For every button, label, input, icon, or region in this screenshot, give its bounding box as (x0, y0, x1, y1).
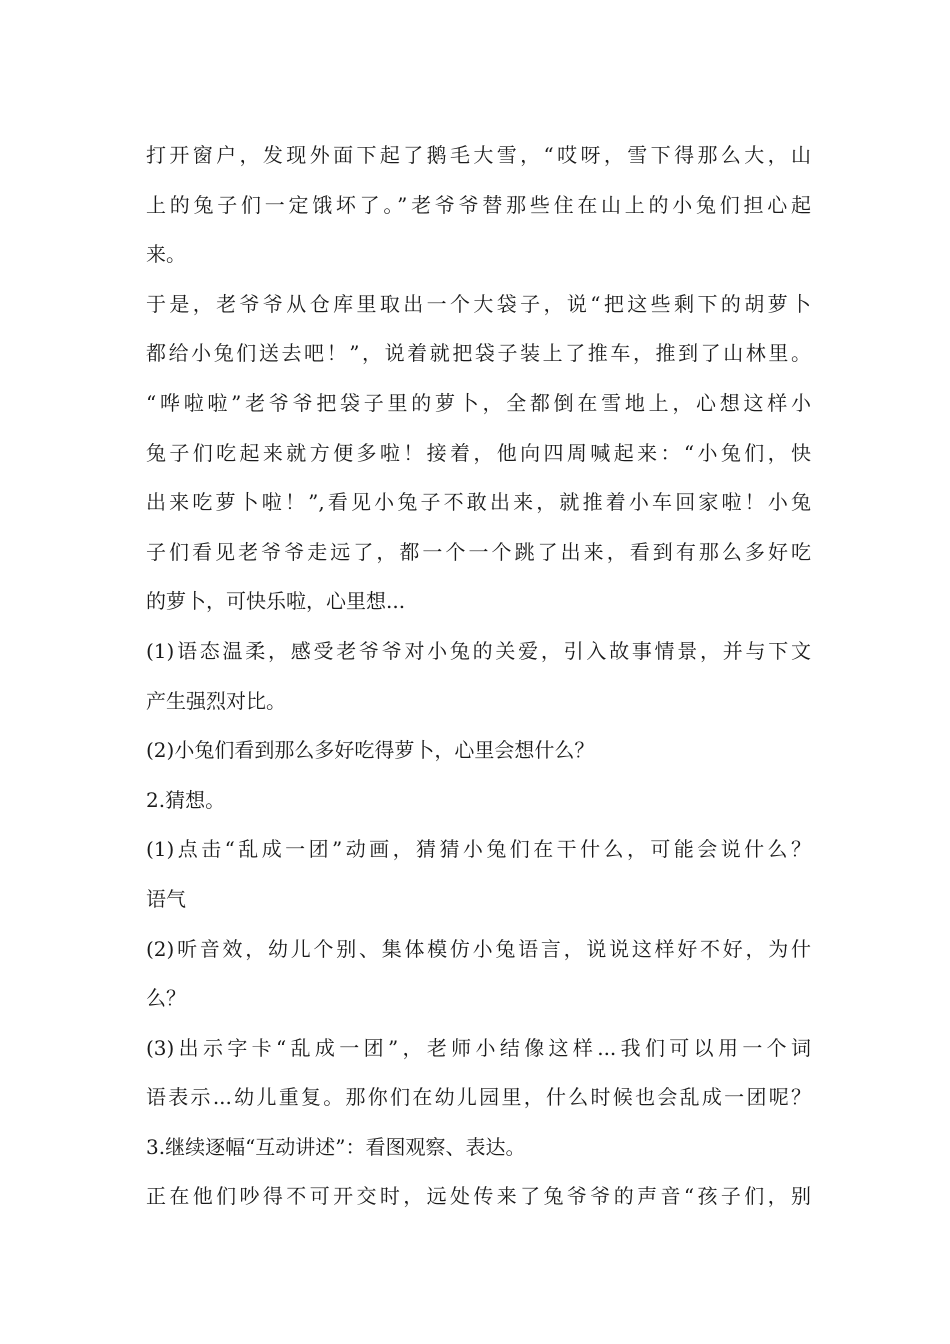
document-body (146, 131, 811, 1222)
text-line: (2)小兔们看到那么多好吃得萝卜，心里会想什么？ (146, 738, 595, 763)
text-line: (3)出示字卡“乱成一团”，老师小结像这样...我们可以用一个词 (146, 1035, 811, 1060)
section-heading: 3.继续逐幅“互动讲述”：看图观察、表达。 (146, 1134, 526, 1159)
text-line: 的萝卜，可快乐啦，心里想... (146, 589, 406, 614)
text-line: 产生强烈对比。 (146, 688, 286, 713)
text-line: 正在他们吵得不可开交时，远处传来了兔爷爷的声音“孩子们，别 (146, 1184, 811, 1209)
text-line: 语气 (146, 886, 186, 911)
text-line: (2)听音效，幼儿个别、集体模仿小兔语言，说说这样好不好，为什 (146, 936, 811, 961)
text-line: 么？ (146, 986, 186, 1011)
text-line: 上的兔子们一定饿坏了。”老爷爷替那些住在山上的小兔们担心起 (146, 192, 811, 217)
section-heading: 2.猜想。 (146, 787, 226, 812)
text-line: 于是，老爷爷从仓库里取出一个大袋子，说“把这些剩下的胡萝卜 (146, 291, 811, 316)
text-line: (1)语态温柔，感受老爷爷对小兔的关爱，引入故事情景，并与下文 (146, 638, 811, 663)
text-line: 语表示...幼儿重复。那你们在幼儿园里，什么时候也会乱成一团呢？ (146, 1085, 811, 1110)
text-line: 打开窗户，发现外面下起了鹅毛大雪，“哎呀，雪下得那么大，山 (146, 143, 811, 167)
text-line: 出来吃萝卜啦！”,看见小兔子不敢出来，就推着小车回家啦！小兔 (146, 490, 811, 515)
text-line: (1)点击“乱成一团”动画，猜猜小兔们在干什么，可能会说什么？ (146, 837, 811, 862)
text-line: 兔子们吃起来就方便多啦！接着，他向四周喊起来：“小兔们，快 (146, 440, 811, 465)
text-line: 来。 (146, 242, 186, 267)
text-line: “哗啦啦”老爷爷把袋子里的萝卜，全都倒在雪地上，心想这样小 (146, 390, 811, 415)
text-line: 子们看见老爷爷走远了，都一个一个跳了出来，看到有那么多好吃 (146, 539, 811, 564)
text-line: 都给小兔们送去吧！”，说着就把袋子装上了推车，推到了山林里。 (146, 341, 811, 366)
